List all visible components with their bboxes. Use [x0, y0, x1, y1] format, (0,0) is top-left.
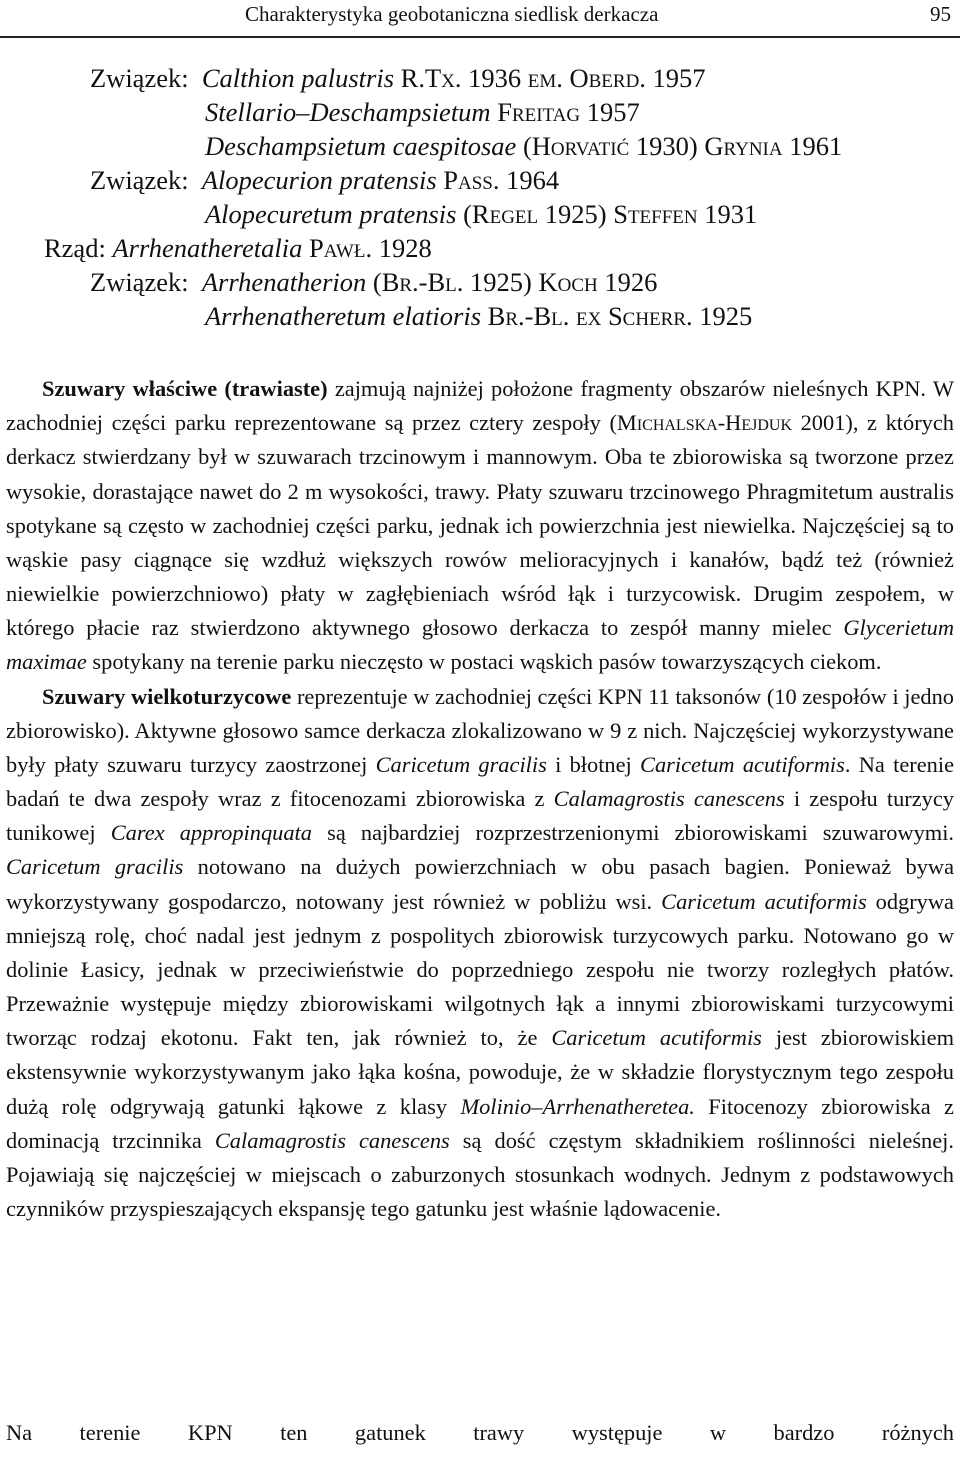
paragraph-text: spotykany na terenie parku nieczęsto w postaci wąskich pasów towarzyszących ciekom.	[86, 649, 882, 675]
syntaxon-rank: Rząd:	[44, 233, 106, 263]
syntaxon-author: Br.-Bl. ex Scherr. 1925	[487, 301, 753, 331]
syntaxon-line	[90, 164, 559, 196]
taxon-name: Caricetum acutiformis	[640, 751, 845, 777]
running-title: Charakterystyka geobotaniczna siedlisk derkacza	[245, 2, 659, 26]
syntaxon-name: Stellario–Deschampsietum	[205, 97, 491, 127]
syntaxon-rank: Związek:	[90, 165, 189, 195]
paragraph-text: Fitocenozy zbiorowiska z dominacją trzcinnika	[6, 1093, 954, 1153]
paragraph-text: odgrywa mniejszą rolę, choć nadal jest jednym z pospolitych zbiorowisk turzycowych parku. Notowano go w dolinie Łasicy, jednak w przeciwieństwie do poprzedniego zespołu nie tworzy rozległych płatów. Przeważnie występuje między zbiorowiskami wilgotnych łąk a innymi zbiorowiskami turzycowymi tworząc rodzaj ekotonu. Fakt ten, jak również to, że	[6, 888, 954, 1051]
syntaxon-line	[205, 198, 757, 230]
syntaxon-name: Arrhenatheretalia	[112, 233, 303, 263]
syntaxon-line	[90, 266, 657, 298]
paragraph-text: Na terenie KPN ten gatunek trawy występuje w bardzo różnych	[6, 1420, 954, 1445]
syntaxon-name: Arrhenatherion	[201, 267, 367, 297]
syntaxon-line	[44, 232, 432, 264]
syntaxon-author: (Br.-Bl. 1925) Koch 1926	[372, 267, 658, 297]
paragraph-text: notowano na dużych powierzchniach w obu pasach bagien. Ponieważ bywa wykorzystywany gospodarczo, notowany jest również w pobliżu wsi.	[6, 854, 955, 914]
syntaxon-rank: Związek:	[90, 267, 189, 297]
syntaxon-line	[205, 96, 640, 128]
syntaxon-name: Deschampsietum caespitosae	[205, 131, 517, 161]
paragraph-reed-beds	[6, 372, 954, 680]
taxon-name: Glycerietum maximae	[6, 615, 954, 675]
paragraph-text: 2001), z których derkacz stwierdzany był w szuwarach trzcinowym i mannowym. Oba te zbiorowiska są tworzone przez wysokie, dorastające nawet do 2 m wysokości, trawy. Płaty szuwaru trzcinowego Phragmitetum australis spotykane są często w zachodniej części parku, jednak ich powierzchnia jest niewielka. Najczęściej są to wąskie pasy ciągnące się wzdłuż większych rowów melioracyjnych i kanałów, bądź też (również niewielkie powierzchniowo) płaty w zagłębieniach wśród łąk i turzycowisk. Drugim zespołem, w którego płacie raz stwierdzono aktywnego głosowo derkacza to zespół manny mielec	[6, 410, 955, 641]
taxon-name: Molinio–Arrhenatheretea.	[460, 1093, 695, 1119]
page-number: 95	[930, 2, 951, 26]
syntaxon-author: Pass. 1964	[443, 165, 560, 195]
syntaxon-name: Arrhenatheretum elatioris	[205, 301, 482, 331]
section-lead: Szuwary wielkoturzycowe	[42, 683, 292, 709]
paragraph-text: reprezentuje w zachodniej części KPN 11 taksonów (10 zespołów i jedno zbiorowisko). Aktywne głosowo samce derkacza zlokalizowano w 9 z nich. Najczęściej wykorzystywane były płaty szuwaru turzycy zaostrzonej	[6, 683, 955, 777]
syntaxon-name: Alopecurion pratensis	[201, 165, 437, 195]
taxon-name: Caricetum gracilis	[375, 751, 547, 777]
paragraph-text: . Na terenie badań te dwa zespoły wraz z fitocenozami zbiorowiska z	[6, 751, 955, 812]
header-rule	[0, 36, 960, 38]
taxon-name: Caricetum acutiformis	[551, 1025, 762, 1051]
citation-author: Michalska-Hejduk	[616, 410, 792, 436]
paragraph-text: są dość częstym składnikiem roślinności nieleśnej. Pojawiają się najczęściej w miejscach o zaburzonych stosunkach wodnych. Jednym z podstawowych czynników przyspieszających ekspansję tego gatunku jest właśnie lądowacenie.	[6, 1127, 954, 1222]
syntaxon-author: R.Tx. 1936 em. Oberd. 1957	[400, 63, 706, 93]
syntaxon-name: Calthion palustris	[201, 63, 395, 93]
syntaxon-name: Alopecuretum pratensis	[205, 199, 457, 229]
paragraph-text: jest zbiorowiskiem ekstensywnie wykorzystywanym jako łąka kośna, powoduje, że w składzie florystycznym tego zespołu dużą rolę odgrywają gatunki łąkowe z klasy	[6, 1025, 954, 1119]
paragraph-text: są najbardziej rozprzestrzenionymi zbiorowiskami szuwarowymi.	[311, 820, 955, 846]
syntaxon-author: Freitag 1957	[497, 97, 640, 127]
paragraph-text: i błotnej	[546, 751, 641, 777]
syntaxon-line	[205, 130, 842, 162]
syntaxon-author: (Horvatić 1930) Grynia 1961	[522, 131, 843, 161]
taxon-name: Calamagrostis canescens	[214, 1127, 450, 1153]
taxon-name: Caricetum gracilis	[6, 854, 184, 880]
syntaxon-line	[205, 300, 752, 332]
taxon-name: Carex appropinquata	[110, 820, 312, 846]
paragraph-text: i zespołu turzycy tunikowej	[6, 786, 954, 846]
paragraph-text: zajmują najniżej położone fragmenty obszarów nieleśnych KPN. W zachodniej części parku reprezentowane są przez cztery zespoły (	[6, 376, 954, 436]
taxon-name: Caricetum acutiformis	[661, 888, 867, 914]
last-line	[6, 1416, 954, 1450]
paragraph-sedge-beds	[6, 680, 954, 1227]
syntaxon-rank: Związek:	[90, 63, 189, 93]
section-lead: Szuwary właściwe (trawiaste)	[42, 376, 328, 401]
body-text	[6, 372, 954, 1226]
syntaxon-line	[90, 62, 706, 94]
running-header	[0, 0, 960, 40]
syntaxon-author: Pawł. 1928	[308, 233, 432, 263]
syntaxon-author: (Regel 1925) Steffen 1931	[463, 199, 758, 229]
taxon-name: Calamagrostis canescens	[553, 786, 785, 812]
